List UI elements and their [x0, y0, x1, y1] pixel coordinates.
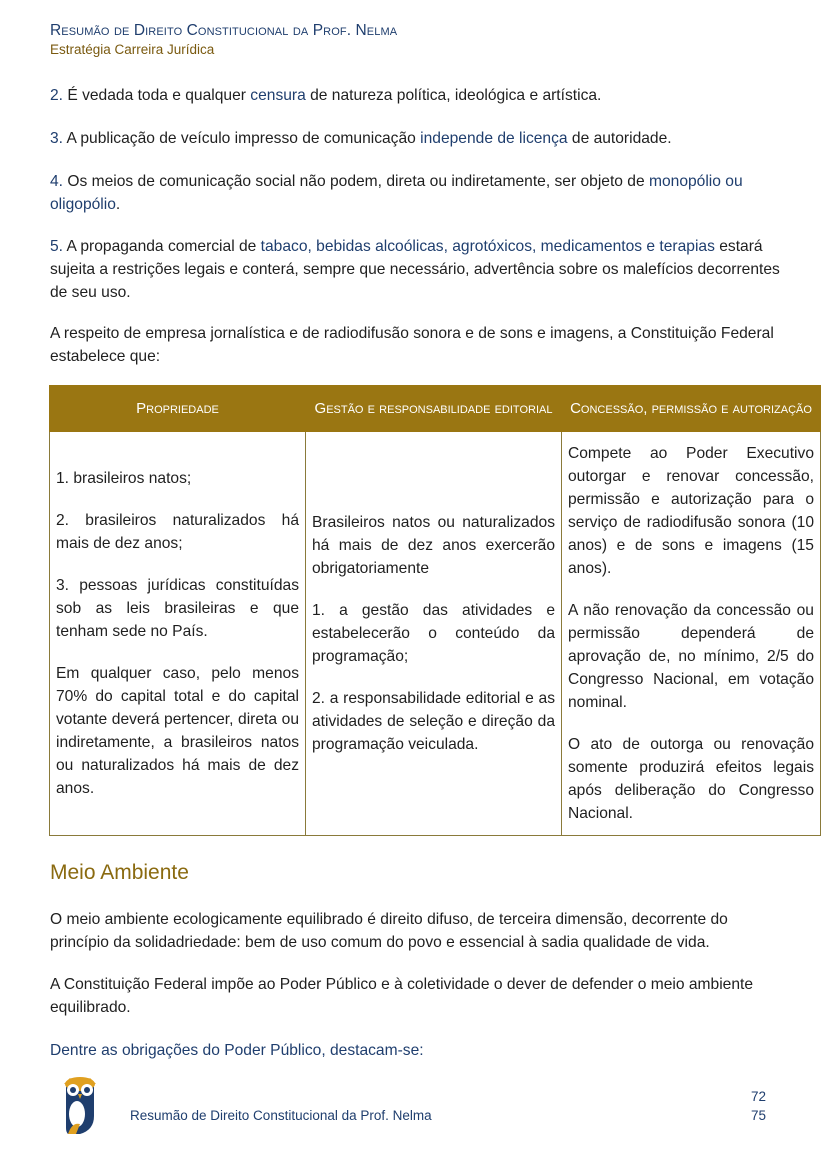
- item-text: Os meios de comunicação social não podem, direta ou indiretamente, ser objeto de: [63, 173, 649, 190]
- cell-paragraph: A não renovação da concessão ou permissão dependerá de aprovação de, no mínimo, 2/5 do Congresso Nacional, em votação nominal.: [568, 602, 814, 711]
- environment-paragraph-1: O meio ambiente ecologicamente equilibrado é direito difuso, de terceira dimensão, decorrente do princípio da solidadriedade: bem de uso comum do povo e essencial à sadia qualidade de vida.: [50, 911, 728, 951]
- item-highlight: tabaco, bebidas alcoólicas, agrotóxicos, medicamentos e terapias: [260, 238, 715, 255]
- item-highlight: independe de licença: [420, 130, 568, 147]
- page-current: 72: [750, 1089, 766, 1104]
- item-4: [50, 170, 782, 216]
- cell-paragraph: 1. brasileiros natos;: [56, 470, 192, 487]
- item-text: de autoridade.: [567, 130, 672, 147]
- cell-paragraph: 3. pessoas jurídicas constituídas sob as leis brasileiras e que tenham sede no País.: [56, 577, 299, 640]
- item-text: de natureza política, ideológica e artística.: [305, 87, 602, 104]
- header-title: Resumão de Direito Constitucional da Prof. Nelma: [50, 22, 398, 39]
- header-propriedade: Propriedade: [50, 386, 306, 432]
- ownership-table: [49, 385, 821, 836]
- item-highlight: censura: [250, 87, 306, 104]
- item-text: A publicação de veículo impresso de comunicação: [63, 130, 421, 147]
- page-total: 75: [750, 1108, 766, 1123]
- section-title: Meio Ambiente: [50, 861, 189, 884]
- page-number: [751, 1087, 766, 1125]
- obligations-heading: Dentre as obrigações do Poder Público, destacam-se:: [50, 1042, 424, 1059]
- cell-paragraph: 2. brasileiros naturalizados há mais de dez anos;: [56, 512, 299, 552]
- cell-paragraph: O ato de outorga ou renovação somente produzirá efeitos legais após deliberação do Congresso Nacional.: [568, 736, 814, 822]
- item-number: 4.: [50, 173, 64, 190]
- cell-paragraph: Brasileiros natos ou naturalizados há mais de dez anos exercerão obrigatoriamente: [312, 514, 555, 577]
- cell-paragraph: Em qualquer caso, pelo menos 70% do capital total e do capital votante deverá pertencer, direta ou indiretamente, a brasileiros natos ou naturalizados há mais de dez anos.: [56, 665, 299, 797]
- header-subtitle: Estratégia Carreira Jurídica: [50, 42, 215, 57]
- environment-paragraph-2: A Constituição Federal impõe ao Poder Público e à coletividade o dever de defender o meio ambiente equilibrado.: [50, 976, 754, 1016]
- item-text: estará sujeita a restrições legais e conterá, sempre que necessário, advertência sobre os malefícios decorrentes de seu uso.: [50, 238, 780, 301]
- footer-text: Resumão de Direito Constitucional da Prof. Nelma: [130, 1108, 432, 1123]
- item-text: .: [115, 196, 121, 213]
- item-2: [50, 84, 782, 107]
- item-3: [50, 127, 782, 150]
- item-number: 2.: [50, 87, 64, 104]
- cell-paragraph: Compete ao Poder Executivo outorgar e renovar concessão, permissão e autorização para o serviço de radiodifusão sonora (10 anos) e de sons e imagens (15 anos).: [568, 445, 814, 577]
- cell-concessao: [562, 432, 821, 836]
- cell-paragraph: 1. a gestão das atividades e estabelecerão o conteúdo da programação;: [312, 602, 555, 665]
- cell-gestao: [306, 432, 562, 836]
- intro-paragraph: A respeito de empresa jornalística e de radiodifusão sonora e de sons e imagens, a Constituição Federal estabelece que:: [50, 325, 774, 365]
- page-header: [50, 22, 397, 57]
- header-gestao: Gestão e responsabilidade editorial: [306, 386, 562, 432]
- item-text: É vedada toda e qualquer: [63, 87, 251, 104]
- header-concessao: Concessão, permissão e autorização: [562, 386, 821, 432]
- item-5: [50, 235, 782, 304]
- cell-propriedade: [50, 432, 306, 836]
- owl-logo-icon: [62, 1074, 98, 1136]
- item-number: 5.: [50, 238, 64, 255]
- cell-paragraph: 2. a responsabilidade editorial e as atividades de seleção e direção da programação veiculada.: [312, 690, 555, 753]
- item-text: A propaganda comercial de: [63, 238, 261, 255]
- item-highlight: monopólio ou oligopólio: [50, 173, 743, 213]
- item-number: 3.: [50, 130, 64, 147]
